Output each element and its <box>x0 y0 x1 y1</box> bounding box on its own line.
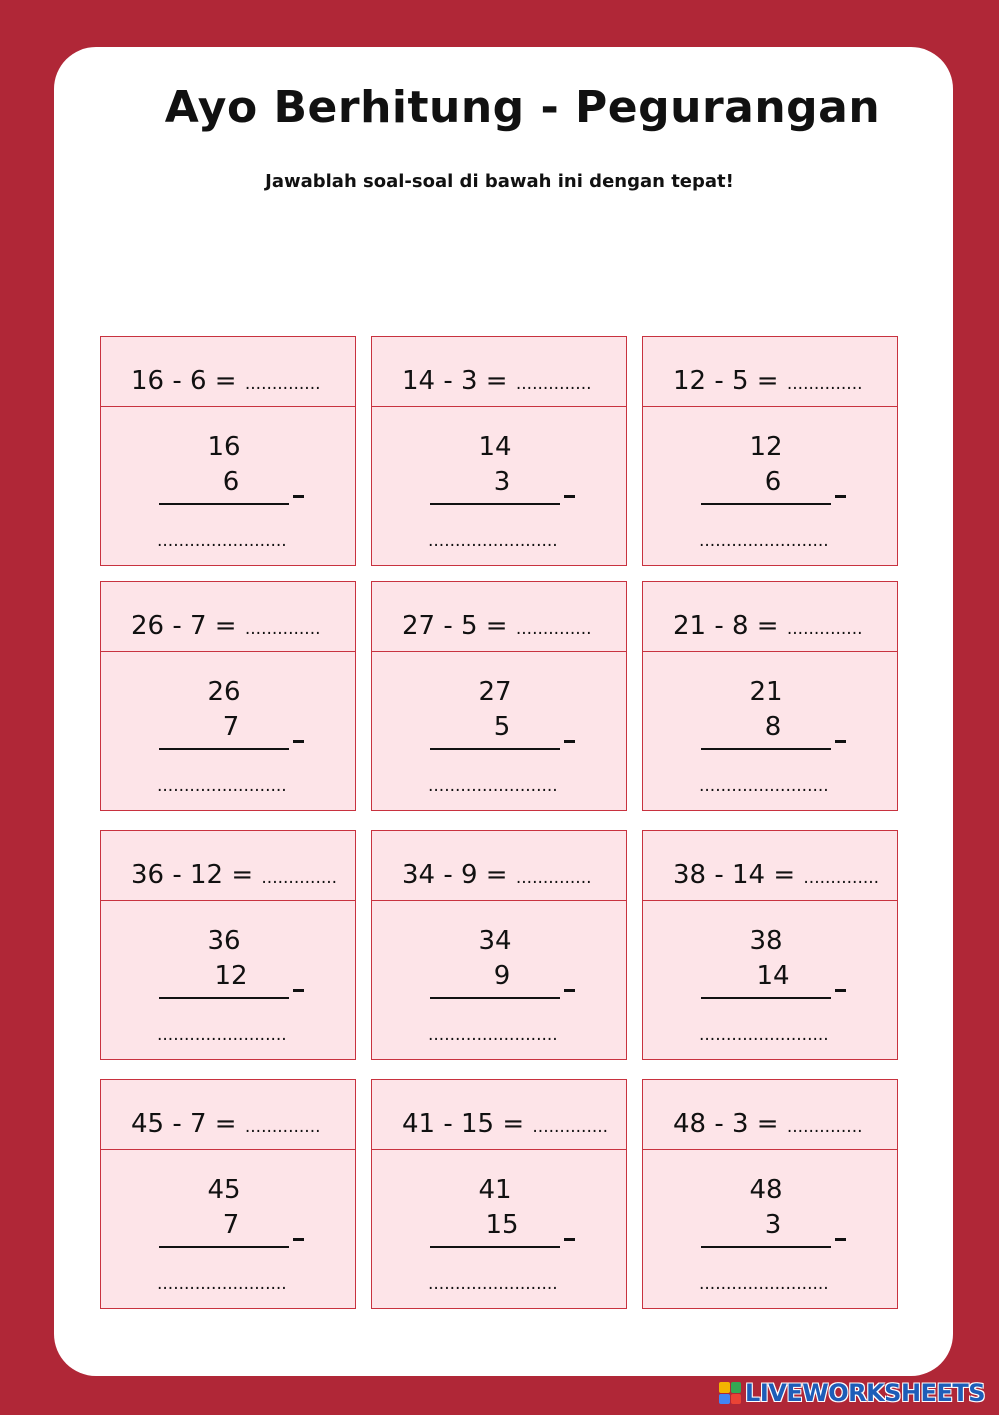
problem-equation <box>131 366 321 396</box>
problem-header <box>643 831 897 901</box>
sum-line <box>159 997 289 999</box>
page-title: Ayo Berhitung - Pegurangan <box>164 82 881 133</box>
problem-card <box>371 1079 627 1309</box>
minus-sign-icon <box>293 1238 304 1241</box>
problem-card <box>642 581 898 811</box>
sum-line <box>701 997 831 999</box>
equation-text: 21 - 8 = <box>673 611 779 641</box>
minuend: 14 <box>478 432 512 462</box>
column-answer-blank[interactable]: ........................ <box>699 776 829 796</box>
minuend: 48 <box>749 1175 783 1205</box>
problem-equation <box>673 860 879 890</box>
subtrahend: 8 <box>764 712 782 742</box>
column-answer-blank[interactable]: ........................ <box>157 531 287 551</box>
minuend: 36 <box>207 926 241 956</box>
problem-equation <box>673 366 863 396</box>
sum-line <box>430 503 560 505</box>
subtrahend: 3 <box>764 1210 782 1240</box>
problem-header <box>372 337 626 407</box>
problem-equation <box>402 611 592 641</box>
subtrahend: 3 <box>493 467 511 497</box>
minuend: 26 <box>207 677 241 707</box>
subtrahend: 15 <box>485 1210 519 1240</box>
sum-line <box>159 503 289 505</box>
answer-blank[interactable]: .............. <box>244 619 321 639</box>
equation-text: 36 - 12 = <box>131 860 254 890</box>
minus-sign-icon <box>835 1238 846 1241</box>
problem-card <box>642 336 898 566</box>
problem-card <box>100 830 356 1060</box>
answer-blank[interactable]: .............. <box>515 374 592 394</box>
problem-header <box>643 337 897 407</box>
problem-equation <box>673 611 863 641</box>
problem-header <box>372 582 626 652</box>
sum-line <box>159 1246 289 1248</box>
minuend: 45 <box>207 1175 241 1205</box>
sum-line <box>430 997 560 999</box>
column-answer-blank[interactable]: ........................ <box>157 1274 287 1294</box>
minuend: 12 <box>749 432 783 462</box>
subtrahend: 7 <box>222 712 240 742</box>
equation-text: 26 - 7 = <box>131 611 237 641</box>
answer-blank[interactable]: .............. <box>786 619 863 639</box>
problem-card <box>371 581 627 811</box>
sum-line <box>430 748 560 750</box>
subtrahend: 9 <box>493 961 511 991</box>
problem-card <box>371 336 627 566</box>
minus-sign-icon <box>564 1238 575 1241</box>
minus-sign-icon <box>564 495 575 498</box>
subtrahend: 6 <box>222 467 240 497</box>
problem-header <box>101 337 355 407</box>
equation-text: 34 - 9 = <box>402 860 508 890</box>
problem-card <box>371 830 627 1060</box>
minus-sign-icon <box>835 740 846 743</box>
column-answer-blank[interactable]: ........................ <box>428 1274 558 1294</box>
minuend: 16 <box>207 432 241 462</box>
problem-header <box>372 1080 626 1150</box>
problem-header <box>101 1080 355 1150</box>
liveworksheets-logo-icon <box>719 1382 741 1404</box>
problem-card <box>100 581 356 811</box>
problem-equation <box>402 860 592 890</box>
minus-sign-icon <box>564 740 575 743</box>
problem-equation <box>673 1109 863 1139</box>
instructions: Jawablah soal-soal di bawah ini dengan tepat! <box>265 171 734 192</box>
subtrahend: 12 <box>214 961 248 991</box>
answer-blank[interactable]: .............. <box>261 868 338 888</box>
minus-sign-icon <box>293 989 304 992</box>
answer-blank[interactable]: .............. <box>803 868 880 888</box>
problem-equation <box>131 860 337 890</box>
problem-equation <box>402 1109 608 1139</box>
sum-line <box>159 748 289 750</box>
equation-text: 16 - 6 = <box>131 366 237 396</box>
answer-blank[interactable]: .............. <box>786 1117 863 1137</box>
minuend: 34 <box>478 926 512 956</box>
answer-blank[interactable]: .............. <box>532 1117 609 1137</box>
problem-card <box>642 830 898 1060</box>
column-answer-blank[interactable]: ........................ <box>699 1025 829 1045</box>
subtrahend: 6 <box>764 467 782 497</box>
sum-line <box>701 1246 831 1248</box>
column-answer-blank[interactable]: ........................ <box>428 531 558 551</box>
problem-header <box>643 1080 897 1150</box>
column-answer-blank[interactable]: ........................ <box>428 1025 558 1045</box>
answer-blank[interactable]: .............. <box>244 374 321 394</box>
problem-header <box>101 582 355 652</box>
watermark-text: LIVEWORKSHEETS <box>745 1379 985 1407</box>
problem-card <box>100 336 356 566</box>
problem-card <box>100 1079 356 1309</box>
equation-text: 45 - 7 = <box>131 1109 237 1139</box>
equation-text: 27 - 5 = <box>402 611 508 641</box>
answer-blank[interactable]: .............. <box>244 1117 321 1137</box>
problem-equation <box>131 611 321 641</box>
minus-sign-icon <box>293 740 304 743</box>
answer-blank[interactable]: .............. <box>515 868 592 888</box>
watermark-brand <box>719 1379 985 1407</box>
minuend: 38 <box>749 926 783 956</box>
column-answer-blank[interactable]: ........................ <box>699 531 829 551</box>
equation-text: 48 - 3 = <box>673 1109 779 1139</box>
minuend: 27 <box>478 677 512 707</box>
answer-blank[interactable]: .............. <box>515 619 592 639</box>
problem-equation <box>402 366 592 396</box>
problem-card <box>642 1079 898 1309</box>
subtrahend: 7 <box>222 1210 240 1240</box>
answer-blank[interactable]: .............. <box>786 374 863 394</box>
minuend: 41 <box>478 1175 512 1205</box>
minus-sign-icon <box>293 495 304 498</box>
problem-header <box>372 831 626 901</box>
column-answer-blank[interactable]: ........................ <box>699 1274 829 1294</box>
problem-header <box>101 831 355 901</box>
column-answer-blank[interactable]: ........................ <box>428 776 558 796</box>
minuend: 21 <box>749 677 783 707</box>
sum-line <box>430 1246 560 1248</box>
minus-sign-icon <box>564 989 575 992</box>
column-answer-blank[interactable]: ........................ <box>157 1025 287 1045</box>
minus-sign-icon <box>835 495 846 498</box>
equation-text: 38 - 14 = <box>673 860 796 890</box>
column-answer-blank[interactable]: ........................ <box>157 776 287 796</box>
equation-text: 14 - 3 = <box>402 366 508 396</box>
equation-text: 41 - 15 = <box>402 1109 525 1139</box>
subtrahend: 14 <box>756 961 790 991</box>
sum-line <box>701 748 831 750</box>
problem-header <box>643 582 897 652</box>
minus-sign-icon <box>835 989 846 992</box>
problem-equation <box>131 1109 321 1139</box>
sum-line <box>701 503 831 505</box>
equation-text: 12 - 5 = <box>673 366 779 396</box>
subtrahend: 5 <box>493 712 511 742</box>
